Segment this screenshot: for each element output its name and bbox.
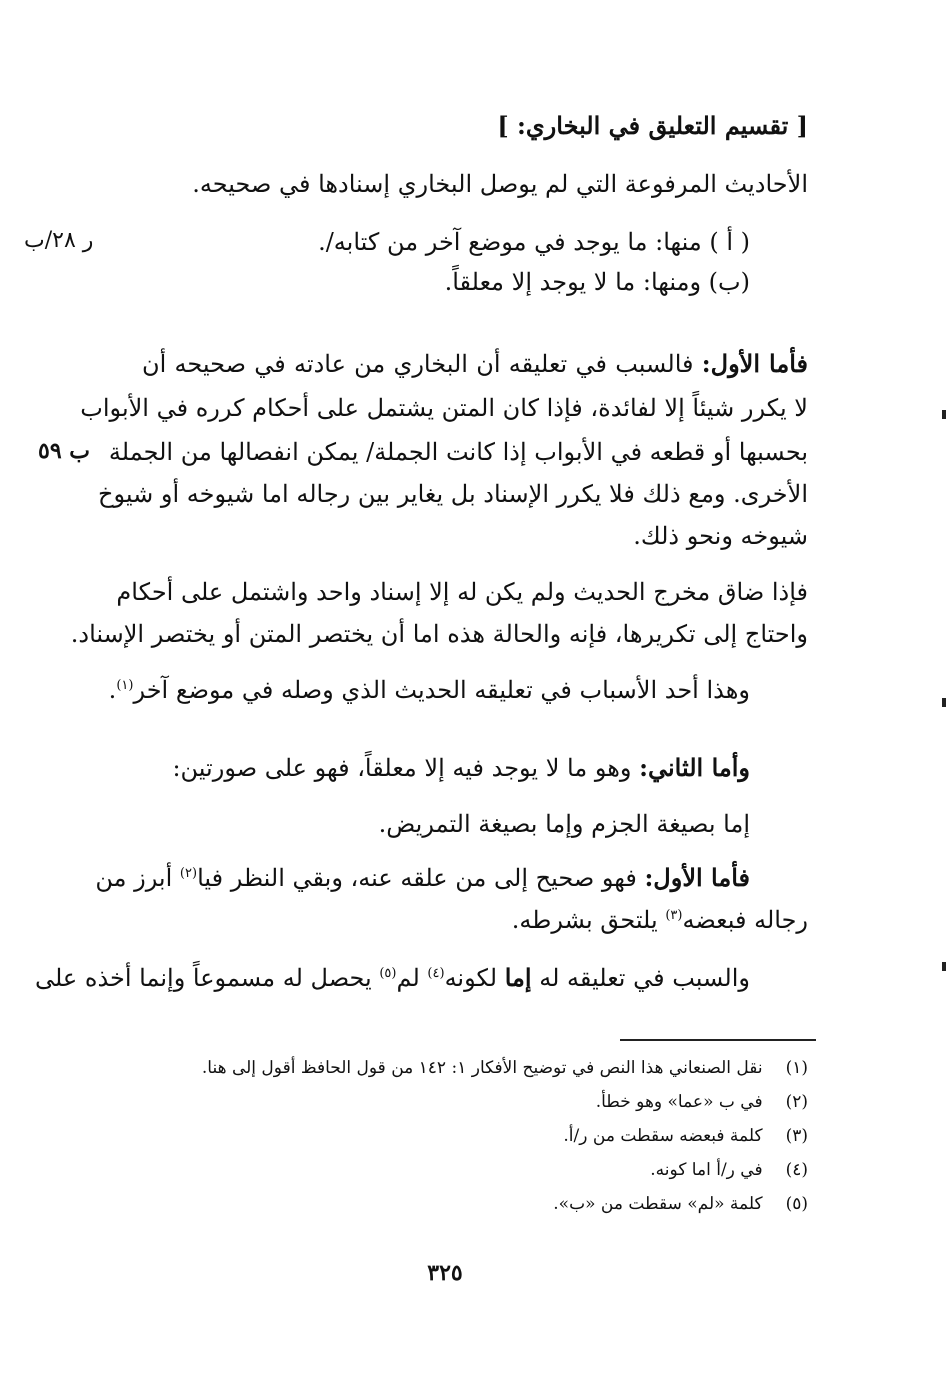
footnote-ref-4[interactable]: (٤): [427, 966, 445, 981]
footnote-3-text: كلمة فبعضه سقطت من ر/أ.: [563, 1126, 763, 1146]
p2-line-1: فإذا ضاق مخرج الحديث ولم يكن له إلا إسناد واحد واشتمل على أحكام: [116, 578, 808, 606]
p7-text-b: إما: [504, 963, 532, 992]
margin-note-r28b: ر ٢٨/ب: [24, 228, 94, 253]
footnote-1-num: (١): [785, 1058, 808, 1078]
p6-text-1a: فهو صحيح إلى من علقه عنه، وبقي النظر فيا: [197, 864, 637, 892]
footnote-ref-1[interactable]: (١): [116, 678, 134, 693]
footnote-4-num: (٤): [785, 1160, 808, 1180]
p6-text-2b: يلتحق بشرطه.: [511, 906, 658, 934]
p6-line-2: [512, 904, 808, 936]
p1-line-1: [142, 348, 808, 380]
footnote-5-num: (٥): [785, 1194, 808, 1214]
footnote-ref-3[interactable]: (٣): [665, 908, 683, 923]
p4-lead: وأما الثاني:: [639, 753, 750, 782]
p4-text: وهو ما لا يوجد فيه إلا معلقاً، فهو على صورتين:: [172, 754, 632, 782]
footnote-4: [650, 1158, 808, 1182]
p6-line-1: [95, 862, 808, 894]
footnote-1-text: نقل الصنعاني هذا النص في توضيح الأفكار ١: ١٤٢ من قول الحافظ أقول إلى هنا.: [201, 1058, 763, 1078]
footnote-3-num: (٣): [785, 1126, 808, 1146]
margin-note-b59: ب ٥٩: [38, 438, 91, 464]
footnote-5: [553, 1192, 808, 1216]
p5-line: إما بصيغة الجزم وإما بصيغة التمريض.: [378, 810, 750, 838]
p1-line-2: لا يكرر شيئاً إلا لفائدة، فإذا كان المتن يشتمل على أحكام كرره في الأبواب: [80, 394, 808, 422]
item-b: (ب) ومنها: ما لا يوجد إلا معلقاً.: [444, 268, 750, 296]
p7-text-e: يحصل له مسموعاً وإنما أخذه على: [34, 964, 372, 992]
p1-text-1: فالسبب في تعليقه أن البخاري من عادته في صحيحه أن: [142, 350, 694, 378]
intro-line: الأحاديث المرفوعة التي لم يوصل البخاري إسنادها في صحيحه.: [192, 170, 808, 198]
p6-lead: فأما الأول:: [644, 863, 750, 892]
p3-text: وهذا أحد الأسباب في تعليقه الحديث الذي وصله في موضع آخر: [133, 676, 750, 704]
scan-mark: [942, 698, 946, 707]
footnote-1: [202, 1056, 808, 1080]
footnote-2: [596, 1090, 808, 1114]
footnote-3: [563, 1124, 808, 1148]
footnote-2-num: (٢): [785, 1092, 808, 1112]
footnote-ref-2[interactable]: (٢): [179, 866, 198, 881]
p1-line-5: شيوخه ونحو ذلك.: [633, 522, 808, 550]
footnote-4-text: في ر/أ اما كونه.: [650, 1160, 763, 1180]
p7-text-d: لم: [396, 964, 420, 992]
footnote-ref-5[interactable]: (٥): [379, 966, 397, 981]
section-heading: [ تقسيم التعليق في البخاري: ]: [497, 111, 808, 140]
footnote-5-text: كلمة «لم» سقطت من «ب».: [553, 1194, 763, 1214]
footnote-2-text: في ب «عما» وهو خطأ.: [595, 1092, 763, 1112]
scan-mark: [942, 410, 946, 419]
p6-text-1b: أبرز من: [95, 864, 173, 892]
p1-line-3: بحسبها أو قطعه في الأبواب إذا كانت الجملة/ يمكن انفصالها من الجملة: [108, 438, 808, 466]
p7-line: [34, 962, 808, 994]
p6-text-2a: رجاله فبعضه: [682, 906, 808, 934]
page-number: ٣٢٥: [427, 1260, 463, 1286]
p1-lead: فأما الأول:: [701, 349, 808, 378]
p7-text-c: لكونه: [444, 964, 498, 992]
footnote-divider: [620, 1039, 816, 1041]
p1-line-4: الأخرى. ومع ذلك فلا يكرر الإسناد بل يغاير بين رجاله اما شيوخه أو شيوخ: [98, 480, 808, 508]
item-a: ( أ ) منها: ما يوجد في موضع آخر من كتابه/.: [318, 228, 750, 256]
p7-text-a: والسبب في تعليقه له: [539, 964, 750, 992]
p3-end: .: [108, 676, 117, 704]
p2-line-2: واحتاج إلى تكريرها، فإنه والحالة هذه اما أن يختصر المتن أو يختصر الإسناد.: [70, 620, 808, 648]
p3-line: [109, 674, 750, 706]
p4-line: [172, 752, 750, 784]
scan-mark: [942, 962, 946, 971]
